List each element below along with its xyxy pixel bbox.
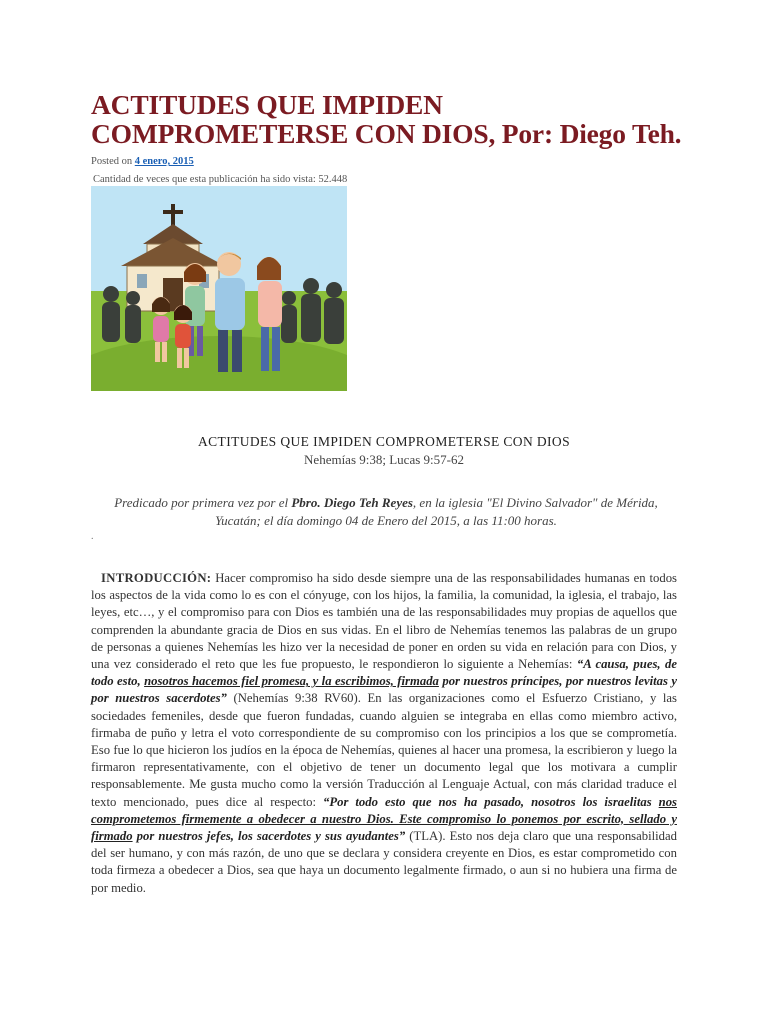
posted-date-link[interactable]: 4 enero, 2015 [134,156,194,167]
preacher-name: Pbro. Diego Teh Reyes [291,495,413,510]
quote-1-a: “A causa, pues, de todo esto, [91,657,677,689]
separator-dot: . [91,531,94,542]
intro-text-3: (TLA). Esto nos deja claro que una responsabilidad del ser humano, y con más razón, de uno que se declara y considera creyente en Dios, es estar comprometido con toda firmeza a obedecer a Dios, sea que haya un documento legalmente firmado, o aun si no hubiera una firma de por medio. [91,829,677,895]
quote-1-b: por nuestros príncipes, por nuestros levitas y por nuestros sacerdotes” [91,674,678,706]
quote-2-b: por nuestros jefes, los sacerdotes y sus ayudantes” [132,829,406,844]
posted-label: Posted on [91,156,133,167]
quote-2-a: “Por todo esto que nos ha pasado, nosotros los israelitas [323,794,659,809]
intro-heading: INTRODUCCIÓN: [101,571,212,585]
quote-1-underlined: nosotros hacemos fiel promesa, y la escribimos, firmada [144,674,439,689]
preached-note [100,494,672,530]
sermon-title: ACTITUDES QUE IMPIDEN COMPROMETERSE CON DIOS [198,434,570,449]
sermon-reference: Nehemías 9:38; Lucas 9:57-62 [304,452,464,467]
post-meta [91,156,194,167]
intro-text-2: (Nehemías 9:38 RV60). En las organizaciones como el Esfuerzo Cristiano, y las sociedades femeniles, desde que fueron fundadas, cuando alguien se integraba en ellas como miembro activo, firmaba de puño y letra el voto correspondiente de su compromiso con los principios a los que se comprometía. Eso fue lo que hicieron los judíos en la época de Nehemías, quienes al hacer una promesa, la escribieron y luego la firmaron representativamente, con el objetivo de tener un documento legal que los motivara a cumplir responsablemente. Me gusta mucho como la versión Traducción al Lenguaje Actual, con más claridad traduce el texto mencionado, pues dice al respecto: [91,691,677,809]
view-counter: Cantidad de veces que esta publicación ha sido vista: 52.448 [93,174,348,185]
preached-text-a: Predicado por primera vez por el [114,495,292,510]
quote-2-underlined: nos comprometemos firmemente a obedecer a nuestro Dios. Este compromiso lo ponemos por escrito, sellado y firmado [91,794,677,844]
introduction-paragraph [91,570,677,897]
illustration-svg [91,186,347,391]
church-family-illustration [91,186,347,391]
intro-text-1: Hacer compromiso ha sido desde siempre una de las responsabilidades humanas en todos los aspectos de la vida como lo es con el cónyuge, con los hijos, la familia, la comunidad, la iglesia, el trabajo, las leyes, etc…, y el compromiso para con Dios es también una de las responsabilidades muy propias de aquellos que comprenden la abundante gracia de Dios en sus vidas. En el libro de Nehemías tenemos las palabras de un grupo de personas a quienes Nehemías les hizo ver la necesidad de poner en orden su vida en relación para con Dios, y una vez considerado el reto que les fue propuesto, le respondieron lo siguiente a Nehemías: [91,571,677,672]
post-title: ACTITUDES QUE IMPIDEN COMPROMETERSE CON DIOS, Por: Diego Teh. [91,89,682,149]
preached-text-b: , en la iglesia "El Divino Salvador" de Mérida, Yucatán; el día domingo 04 de Enero del 2015, a las 11:00 horas. [215,495,658,528]
